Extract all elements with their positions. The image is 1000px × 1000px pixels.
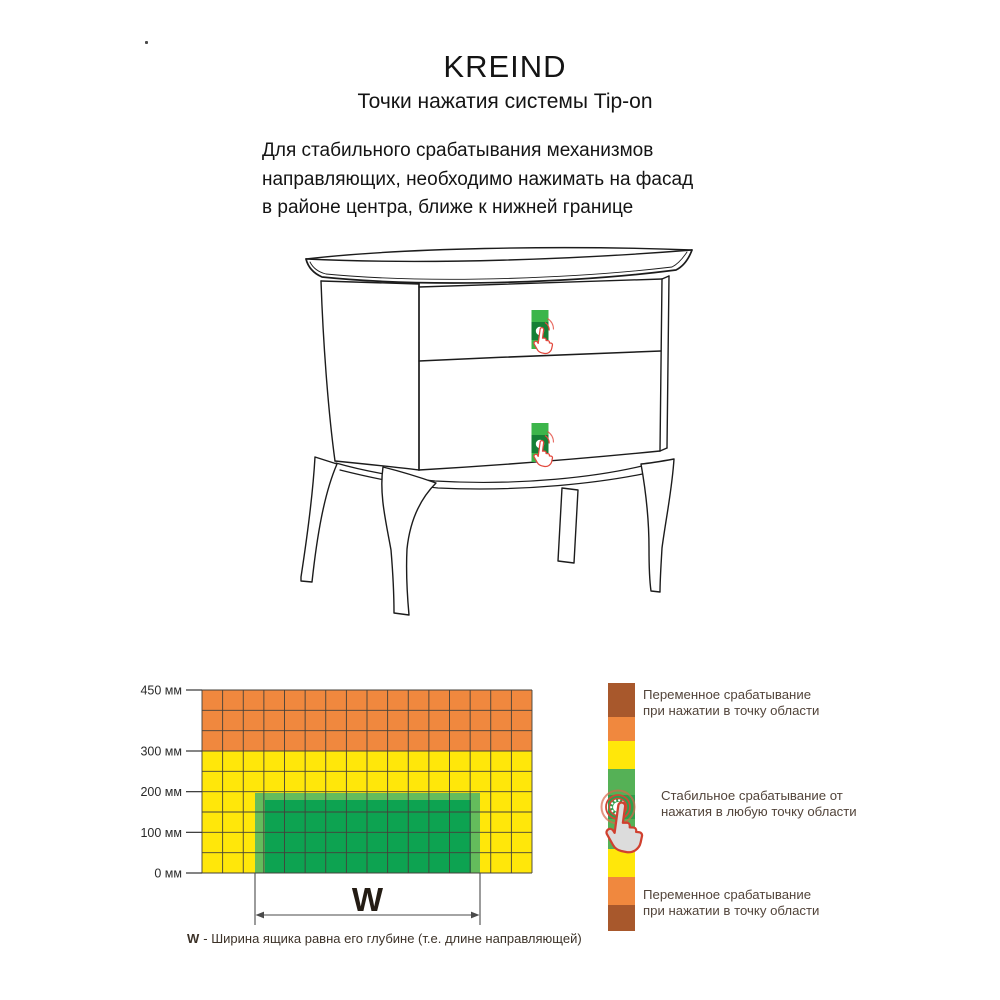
- legend-seg-brown: [608, 905, 635, 931]
- nightstand-drawing: [230, 240, 750, 640]
- y-tick-label: 0 мм: [154, 866, 182, 881]
- legend-seg-orange: [608, 717, 635, 741]
- y-tick-label: 300 мм: [140, 744, 182, 759]
- brand-title: KREIND: [443, 49, 567, 84]
- carcass-right-bottom-joint: [660, 448, 667, 451]
- arrowhead-left: [256, 912, 265, 919]
- y-tick-label: 450 мм: [140, 683, 182, 698]
- caption-w: W: [187, 931, 200, 946]
- legend-item-variable-bottom: [643, 887, 819, 919]
- width-label: W: [351, 881, 384, 918]
- stray-mark: [145, 41, 148, 44]
- arrowhead-right: [471, 912, 480, 919]
- leg-front-left: [382, 467, 436, 615]
- caption-text: - Ширина ящика равна его глубине (т.е. длине направляющей): [203, 931, 582, 946]
- legend-press-icon: [585, 770, 695, 880]
- legend-item-stable: [661, 788, 857, 820]
- legend-text-line: при нажатии в точку области: [643, 702, 820, 718]
- leg-back-left: [301, 457, 337, 582]
- carcass-right-edge: [660, 279, 662, 451]
- page-subtitle: Точки нажатия системы Tip-on: [357, 90, 653, 113]
- leg-back-right: [558, 488, 578, 563]
- legend-seg-brown: [608, 683, 635, 717]
- y-tick-label: 200 мм: [140, 785, 182, 800]
- press-zone-chart: [140, 680, 620, 970]
- carcass-left-edge: [321, 281, 335, 461]
- carcass-right-outer-edge: [667, 276, 669, 448]
- intro-line: Для стабильного срабатывания механизмов: [262, 140, 654, 161]
- legend-text-line: Переменное срабатывание: [643, 887, 812, 902]
- legend-seg-orange: [608, 877, 635, 905]
- y-tick-label: 100 мм: [140, 825, 182, 840]
- legend-text-line: нажатия в любую точку области: [661, 803, 857, 819]
- legend-text-line: Переменное срабатывание: [643, 687, 812, 702]
- tabletop-moulding: [306, 250, 692, 283]
- intro-line: направляющих, необходимо нажимать на фасад: [262, 168, 694, 190]
- header: [0, 50, 1000, 117]
- tabletop-back-edge: [306, 248, 692, 259]
- intro-paragraph: [262, 137, 693, 223]
- tabletop-front-edge: [306, 250, 692, 261]
- zone-stable-green: [265, 800, 471, 873]
- legend-text-line: Стабильное срабатывание от: [661, 788, 843, 803]
- leg-front-right: [641, 459, 674, 592]
- intro-line: в районе центра, ближе к нижней границе: [262, 197, 634, 218]
- legend-seg-yellow: [608, 741, 635, 769]
- legend-item-variable-top: [643, 687, 819, 719]
- legend-text-line: при нажатии в точку области: [643, 902, 820, 918]
- chart-caption: [187, 931, 582, 946]
- press-point-top-drawer: [532, 310, 556, 355]
- press-point-bottom-drawer: [532, 423, 556, 468]
- carcass-bottom-left: [335, 461, 419, 470]
- carcass-right-top-joint: [662, 276, 669, 279]
